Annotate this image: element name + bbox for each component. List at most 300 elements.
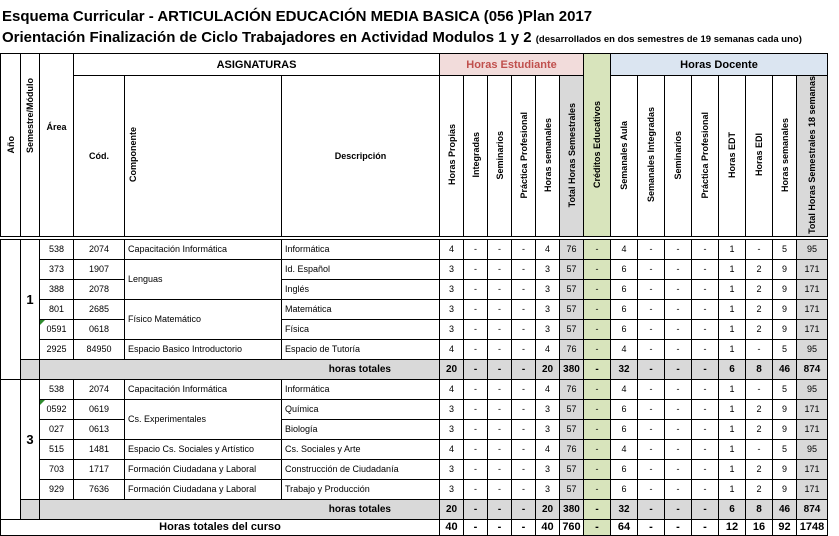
est-value-cell: 3 (440, 419, 464, 439)
doc-value-cell: 171 (797, 399, 828, 419)
total-row (1, 359, 828, 379)
doc-value-cell: - (665, 339, 692, 359)
total-est-cell: - (488, 499, 512, 519)
componente-cell: Formación Ciudadana y Laboral (125, 459, 282, 479)
descripcion-cell: Informática (282, 379, 440, 399)
header-doc-col (665, 76, 692, 237)
descripcion-cell: Espacio de Tutoría (282, 339, 440, 359)
doc-value-cell: 1 (719, 419, 746, 439)
est-value-cell: - (464, 459, 488, 479)
cod-cell: 2078 (74, 279, 125, 299)
est-value-cell: - (512, 459, 536, 479)
header-doc-col-label: Semanales Aula (619, 120, 629, 190)
grand-est-cell: - (488, 519, 512, 535)
est-value-cell: - (488, 299, 512, 319)
header-est-col (464, 76, 488, 237)
est-value-cell: 3 (536, 259, 560, 279)
total-spacer-cell (21, 359, 40, 379)
anio-cell (1, 379, 21, 519)
header-horas-estudiante: Horas Estudiante (440, 54, 584, 76)
est-value-cell: 4 (440, 439, 464, 459)
est-value-cell: - (512, 379, 536, 399)
total-label: horas totales (40, 359, 440, 379)
doc-value-cell: 171 (797, 259, 828, 279)
est-value-cell: 3 (440, 319, 464, 339)
grand-doc-cell: 16 (746, 519, 773, 535)
doc-value-cell: 6 (611, 399, 638, 419)
total-est-cell: 20 (440, 359, 464, 379)
doc-value-cell: 6 (611, 319, 638, 339)
est-value-cell: - (488, 279, 512, 299)
est-value-cell: 3 (536, 319, 560, 339)
doc-value-cell: - (692, 399, 719, 419)
doc-value-cell: - (692, 479, 719, 499)
header-doc-col-label: Horas EDI (754, 133, 764, 177)
creditos-cell: - (584, 379, 611, 399)
creditos-cell: - (584, 399, 611, 419)
cod-cell: 2074 (74, 239, 125, 259)
table-row (1, 479, 828, 499)
area-cell: 515 (40, 439, 74, 459)
est-value-cell: - (512, 299, 536, 319)
total-doc-cell: 8 (746, 359, 773, 379)
doc-value-cell: - (638, 479, 665, 499)
area-cell: 538 (40, 239, 74, 259)
header-semestre: Semestre/Módulo (21, 54, 40, 237)
est-value-cell: - (488, 419, 512, 439)
total-est-cell: - (464, 359, 488, 379)
subtitle-main: Orientación Finalización de Ciclo Trabajadores en Actividad Modulos 1 y 2 (2, 29, 532, 46)
cod-cell: 0619 (74, 399, 125, 419)
total-est-cell: - (512, 359, 536, 379)
anio-cell (1, 239, 21, 379)
est-value-cell: - (488, 459, 512, 479)
table-row (1, 239, 828, 259)
est-value-cell: 76 (560, 339, 584, 359)
est-value-cell: - (464, 339, 488, 359)
est-value-cell: 57 (560, 399, 584, 419)
creditos-cell: - (584, 419, 611, 439)
header-est-col-label: Práctica Profesional (518, 111, 529, 199)
total-est-cell: 20 (536, 359, 560, 379)
total-doc-cell: - (665, 499, 692, 519)
doc-value-cell: - (638, 399, 665, 419)
total-doc-cell: - (638, 499, 665, 519)
area-cell: 801 (40, 299, 74, 319)
est-value-cell: 3 (536, 419, 560, 439)
est-value-cell: 3 (536, 479, 560, 499)
doc-value-cell: - (665, 439, 692, 459)
doc-value-cell: 6 (611, 479, 638, 499)
doc-value-cell: 6 (611, 259, 638, 279)
doc-value-cell: 171 (797, 419, 828, 439)
doc-value-cell: - (638, 339, 665, 359)
est-value-cell: 3 (440, 299, 464, 319)
header-est-col-label: Horas Propias (446, 124, 457, 186)
doc-value-cell: 9 (773, 279, 797, 299)
doc-value-cell: 171 (797, 279, 828, 299)
doc-value-cell: - (638, 259, 665, 279)
header-cod: Cód. (74, 76, 125, 237)
doc-value-cell: 9 (773, 479, 797, 499)
doc-value-cell: - (638, 439, 665, 459)
doc-value-cell: 95 (797, 379, 828, 399)
est-value-cell: - (464, 479, 488, 499)
header-horas-docente: Horas Docente (611, 54, 828, 76)
est-value-cell: 57 (560, 259, 584, 279)
doc-value-cell: - (665, 299, 692, 319)
subtitle-note: (desarrollados en dos semestres de 19 semanas cada uno) (535, 34, 802, 45)
header-est-col (536, 76, 560, 237)
header-creditos: Créditos Educativos (584, 54, 611, 237)
est-value-cell: - (464, 399, 488, 419)
table-row (1, 379, 828, 399)
descripcion-cell: Biología (282, 419, 440, 439)
total-doc-cell: 874 (797, 499, 828, 519)
total-doc-cell: 32 (611, 359, 638, 379)
header-doc-col (719, 76, 746, 237)
total-doc-cell: 46 (773, 359, 797, 379)
creditos-cell: - (584, 459, 611, 479)
grand-creditos-cell: - (584, 519, 611, 535)
header-area: Área (40, 54, 74, 237)
doc-value-cell: 1 (719, 239, 746, 259)
componente-cell: Espacio Cs. Sociales y Artístico (125, 439, 282, 459)
cod-cell: 0618 (74, 319, 125, 339)
header-doc-col (746, 76, 773, 237)
descripcion-cell: Construcción de Ciudadanía (282, 459, 440, 479)
descripcion-cell: Cs. Sociales y Arte (282, 439, 440, 459)
area-cell: 373 (40, 259, 74, 279)
est-value-cell: 3 (536, 459, 560, 479)
doc-value-cell: - (692, 459, 719, 479)
componente-cell: Capacitación Informática (125, 379, 282, 399)
total-doc-cell: - (665, 359, 692, 379)
est-value-cell: 4 (440, 339, 464, 359)
est-value-cell: 3 (440, 459, 464, 479)
est-value-cell: - (464, 279, 488, 299)
total-est-cell: 20 (536, 499, 560, 519)
doc-value-cell: 1 (719, 399, 746, 419)
doc-value-cell: - (665, 379, 692, 399)
area-cell: 027 (40, 419, 74, 439)
area-cell: 388 (40, 279, 74, 299)
est-value-cell: - (512, 319, 536, 339)
doc-value-cell: - (692, 439, 719, 459)
creditos-cell: - (584, 439, 611, 459)
doc-value-cell: 1 (719, 319, 746, 339)
est-value-cell: - (464, 439, 488, 459)
doc-value-cell: - (638, 379, 665, 399)
est-value-cell: 3 (536, 279, 560, 299)
total-doc-cell: 6 (719, 499, 746, 519)
header-est-col (560, 76, 584, 237)
doc-value-cell: 2 (746, 259, 773, 279)
header-doc-col-label: Horas EDT (727, 131, 737, 178)
header-asignaturas: ASIGNATURAS (74, 54, 440, 76)
est-value-cell: 4 (440, 239, 464, 259)
est-value-cell: - (512, 259, 536, 279)
doc-value-cell: - (665, 259, 692, 279)
doc-value-cell: - (665, 399, 692, 419)
doc-value-cell: - (638, 239, 665, 259)
grand-doc-cell: 64 (611, 519, 638, 535)
est-value-cell: - (464, 259, 488, 279)
doc-value-cell: - (692, 239, 719, 259)
header-doc-col (692, 76, 719, 237)
doc-value-cell: 171 (797, 319, 828, 339)
grand-est-cell: - (464, 519, 488, 535)
doc-value-cell: - (665, 419, 692, 439)
total-est-cell: - (512, 499, 536, 519)
doc-value-cell: - (692, 279, 719, 299)
grand-doc-cell: - (638, 519, 665, 535)
total-label: horas totales (40, 499, 440, 519)
componente-cell: Formación Ciudadana y Laboral (125, 479, 282, 499)
header-doc-col-label: Total Horas Semestrales 18 semanas (807, 76, 817, 234)
doc-value-cell: 2 (746, 319, 773, 339)
est-value-cell: - (512, 419, 536, 439)
total-row (1, 499, 828, 519)
area-cell: 0591 (40, 319, 74, 339)
area-cell: 0592 (40, 399, 74, 419)
total-creditos-cell: - (584, 359, 611, 379)
modulo-cell: 3 (21, 379, 40, 499)
total-est-cell: 20 (440, 499, 464, 519)
table-row (1, 459, 828, 479)
est-value-cell: - (464, 379, 488, 399)
est-value-cell: 76 (560, 379, 584, 399)
doc-value-cell: 171 (797, 459, 828, 479)
total-est-cell: - (488, 359, 512, 379)
doc-value-cell: - (692, 319, 719, 339)
est-value-cell: 4 (536, 439, 560, 459)
doc-value-cell: 6 (611, 419, 638, 439)
doc-value-cell: 1 (719, 459, 746, 479)
est-value-cell: 3 (440, 399, 464, 419)
header-est-col-label: Seminarios (494, 130, 505, 180)
doc-value-cell: - (692, 259, 719, 279)
table-row (1, 399, 828, 419)
doc-value-cell: 1 (719, 339, 746, 359)
header-doc-col-label: Práctica Profesional (700, 111, 710, 199)
doc-value-cell: - (692, 379, 719, 399)
total-est-cell: 380 (560, 499, 584, 519)
est-value-cell: 76 (560, 239, 584, 259)
est-value-cell: - (512, 239, 536, 259)
grand-doc-cell: 1748 (797, 519, 828, 535)
est-value-cell: 57 (560, 319, 584, 339)
doc-value-cell: 1 (719, 379, 746, 399)
est-value-cell: 3 (440, 279, 464, 299)
area-cell: 538 (40, 379, 74, 399)
header-anio: Año (1, 54, 21, 237)
componente-cell: Espacio Basico Introductorio (125, 339, 282, 359)
page-title: Esquema Curricular - ARTICULACIÓN EDUCACIÓN MEDIA BASICA (056 )Plan 2017 (2, 8, 593, 25)
table-row (1, 299, 828, 319)
total-spacer-cell (21, 499, 40, 519)
doc-value-cell: 2 (746, 399, 773, 419)
descripcion-cell: Id. Español (282, 259, 440, 279)
doc-value-cell: 171 (797, 479, 828, 499)
est-value-cell: - (488, 479, 512, 499)
area-cell: 703 (40, 459, 74, 479)
grand-total-label: Horas totales del curso (1, 519, 440, 535)
doc-value-cell: 2 (746, 299, 773, 319)
creditos-cell: - (584, 479, 611, 499)
grand-est-cell: 40 (440, 519, 464, 535)
est-value-cell: 3 (440, 259, 464, 279)
grand-est-cell: 40 (536, 519, 560, 535)
grand-est-cell: - (512, 519, 536, 535)
grand-doc-cell: 92 (773, 519, 797, 535)
est-value-cell: 57 (560, 279, 584, 299)
creditos-cell: - (584, 319, 611, 339)
creditos-cell: - (584, 239, 611, 259)
header-est-col (488, 76, 512, 237)
doc-value-cell: 2 (746, 459, 773, 479)
page-subtitle (2, 29, 802, 46)
cod-cell: 1717 (74, 459, 125, 479)
header-doc-col (773, 76, 797, 237)
componente-cell: Capacitación Informática (125, 239, 282, 259)
doc-value-cell: 6 (611, 299, 638, 319)
creditos-cell: - (584, 259, 611, 279)
est-value-cell: - (512, 339, 536, 359)
cod-cell: 2685 (74, 299, 125, 319)
doc-value-cell: 1 (719, 279, 746, 299)
est-value-cell: 3 (440, 479, 464, 499)
doc-value-cell: 6 (611, 279, 638, 299)
cod-cell: 2074 (74, 379, 125, 399)
componente-cell: Físico Matemático (125, 299, 282, 339)
table-row (1, 339, 828, 359)
doc-value-cell: - (638, 279, 665, 299)
est-value-cell: - (512, 279, 536, 299)
doc-value-cell: 4 (611, 339, 638, 359)
doc-value-cell: 95 (797, 339, 828, 359)
header-doc-col (611, 76, 638, 237)
est-value-cell: 3 (536, 399, 560, 419)
doc-value-cell: 1 (719, 479, 746, 499)
componente-cell: Cs. Experimentales (125, 399, 282, 439)
creditos-cell: - (584, 279, 611, 299)
creditos-cell: - (584, 339, 611, 359)
doc-value-cell: - (665, 239, 692, 259)
est-value-cell: - (488, 259, 512, 279)
doc-value-cell: 4 (611, 239, 638, 259)
doc-value-cell: - (638, 299, 665, 319)
est-value-cell: 57 (560, 479, 584, 499)
est-value-cell: - (488, 339, 512, 359)
est-value-cell: - (488, 399, 512, 419)
est-value-cell: - (488, 439, 512, 459)
est-value-cell: 3 (536, 299, 560, 319)
est-value-cell: 57 (560, 299, 584, 319)
doc-value-cell: - (692, 419, 719, 439)
cod-cell: 0613 (74, 419, 125, 439)
header-doc-col-label: Seminarios (673, 130, 683, 180)
doc-value-cell: - (638, 319, 665, 339)
est-value-cell: - (464, 319, 488, 339)
est-value-cell: - (488, 239, 512, 259)
doc-value-cell: 5 (773, 439, 797, 459)
doc-value-cell: 4 (611, 379, 638, 399)
doc-value-cell: 6 (611, 459, 638, 479)
doc-value-cell: - (692, 299, 719, 319)
area-cell: 929 (40, 479, 74, 499)
descripcion-cell: Informática (282, 239, 440, 259)
grand-doc-cell: - (692, 519, 719, 535)
descripcion-cell: Inglés (282, 279, 440, 299)
grand-doc-cell: 12 (719, 519, 746, 535)
doc-value-cell: 2 (746, 279, 773, 299)
doc-value-cell: - (692, 339, 719, 359)
doc-value-cell: 2 (746, 419, 773, 439)
header-descripcion: Descripción (282, 76, 440, 237)
header-est-col (512, 76, 536, 237)
cod-cell: 7636 (74, 479, 125, 499)
total-doc-cell: 46 (773, 499, 797, 519)
est-value-cell: 4 (536, 239, 560, 259)
doc-value-cell: 9 (773, 259, 797, 279)
total-doc-cell: 874 (797, 359, 828, 379)
doc-value-cell: 2 (746, 479, 773, 499)
total-est-cell: - (464, 499, 488, 519)
total-doc-cell: - (638, 359, 665, 379)
doc-value-cell: - (746, 239, 773, 259)
curriculum-table (0, 53, 828, 536)
doc-value-cell: 9 (773, 459, 797, 479)
doc-value-cell: 171 (797, 299, 828, 319)
doc-value-cell: - (746, 379, 773, 399)
descripcion-cell: Química (282, 399, 440, 419)
est-value-cell: 57 (560, 419, 584, 439)
doc-value-cell: - (665, 479, 692, 499)
total-creditos-cell: - (584, 499, 611, 519)
doc-value-cell: 9 (773, 399, 797, 419)
total-doc-cell: 6 (719, 359, 746, 379)
doc-value-cell: 9 (773, 299, 797, 319)
doc-value-cell: - (746, 339, 773, 359)
total-est-cell: 380 (560, 359, 584, 379)
est-value-cell: - (512, 439, 536, 459)
doc-value-cell: - (638, 459, 665, 479)
area-cell: 2925 (40, 339, 74, 359)
grand-doc-cell: - (665, 519, 692, 535)
header-est-col-label: Horas semanales (542, 117, 553, 192)
doc-value-cell: - (665, 459, 692, 479)
est-value-cell: 4 (536, 339, 560, 359)
doc-value-cell: 5 (773, 379, 797, 399)
total-doc-cell: - (692, 499, 719, 519)
est-value-cell: - (488, 379, 512, 399)
header-est-col-label: Integradas (470, 132, 481, 178)
est-value-cell: 57 (560, 459, 584, 479)
doc-value-cell: 4 (611, 439, 638, 459)
doc-value-cell: 5 (773, 239, 797, 259)
total-doc-cell: - (692, 359, 719, 379)
doc-value-cell: 1 (719, 259, 746, 279)
total-doc-cell: 8 (746, 499, 773, 519)
header-doc-col (638, 76, 665, 237)
est-value-cell: - (488, 319, 512, 339)
header-componente: Componente (125, 76, 282, 237)
doc-value-cell: - (665, 279, 692, 299)
doc-value-cell: 9 (773, 319, 797, 339)
doc-value-cell: 1 (719, 439, 746, 459)
header-doc-col (797, 76, 828, 237)
